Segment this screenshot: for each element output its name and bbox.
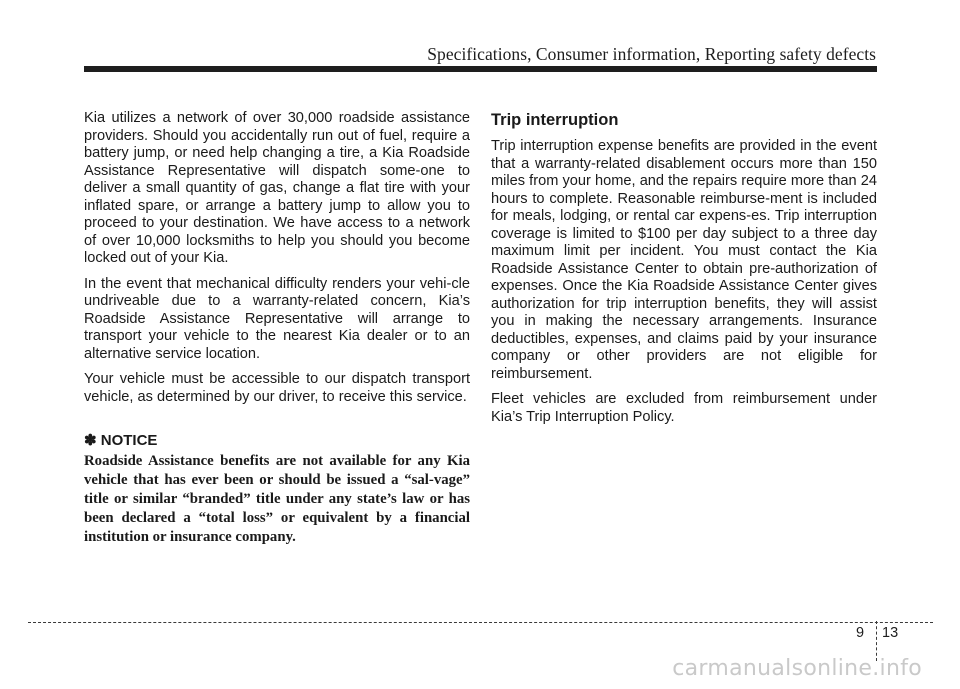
watermark: carmanualsonline.info xyxy=(672,656,922,681)
roadside-paragraph-2: In the event that mechanical difficulty renders your vehi-cle undriveable due to a warranty-related concern, Kia’s Roadside Assistance Representative will arrange to transport your vehicle to the nearest Kia dealer or to an alternative service location. xyxy=(84,275,470,362)
footer-dashed-rule xyxy=(28,622,933,623)
page-number-value: 13 xyxy=(882,625,899,641)
right-column xyxy=(491,110,877,434)
page-header-title: Specifications, Consumer information, Reporting safety defects xyxy=(427,44,876,64)
roadside-paragraph-3: Your vehicle must be accessible to our dispatch transport vehicle, as determined by our driver, to receive this service. xyxy=(84,371,470,405)
page-number-divider xyxy=(876,621,877,661)
roadside-paragraph-1: Kia utilizes a network of over 30,000 roadside assistance providers. Should you accidentally run out of fuel, require a battery jump, or need help changing a tire, a Kia Roadside Assistance Representative will dispatch some-one to deliver a small quantity of gas, change a flat tire with your inflated spare, or arrange a battery jump to allow you to proceed to your destination. We have access to a network of over 10,000 locksmiths to help you should you become locked out of your Kia. xyxy=(84,110,470,266)
trip-paragraph-2: Fleet vehicles are excluded from reimbursement under Kia’s Trip Interruption Policy. xyxy=(491,391,877,425)
left-column xyxy=(84,110,470,555)
notice-body: Roadside Assistance benefits are not available for any Kia vehicle that has ever been or should be issued a “sal-vage” title or similar “branded” title under any state’s law or has been declared a “total loss” or equivalent by a financial institution or insurance company. xyxy=(84,453,470,545)
trip-interruption-heading: Trip interruption xyxy=(491,111,619,129)
notice-heading: ✽ NOTICE xyxy=(84,432,158,449)
trip-paragraph-1: Trip interruption expense benefits are provided in the event that a warranty-related disablement occurs more than 150 miles from your home, and the repairs require more than 24 hours to complete. Reasonable reimburse-ment is included for meals, lodging, or rental car expens-es. Trip interruption coverage is limited to $100 per day subject to a three day maximum limit per incident. You must contact the Kia Roadside Assistance Center to obtain pre-authorization of expenses. Once the Kia Roadside Assistance Center gives authorization for trip interruption benefits, they will assist you in making the necessary arrangements. Insurance deductibles, expenses, and claims paid by your insurance company or other providers are not eligible for reimbursement. xyxy=(491,138,877,382)
chapter-number: 9 xyxy=(856,625,865,641)
header-rule xyxy=(84,66,877,72)
